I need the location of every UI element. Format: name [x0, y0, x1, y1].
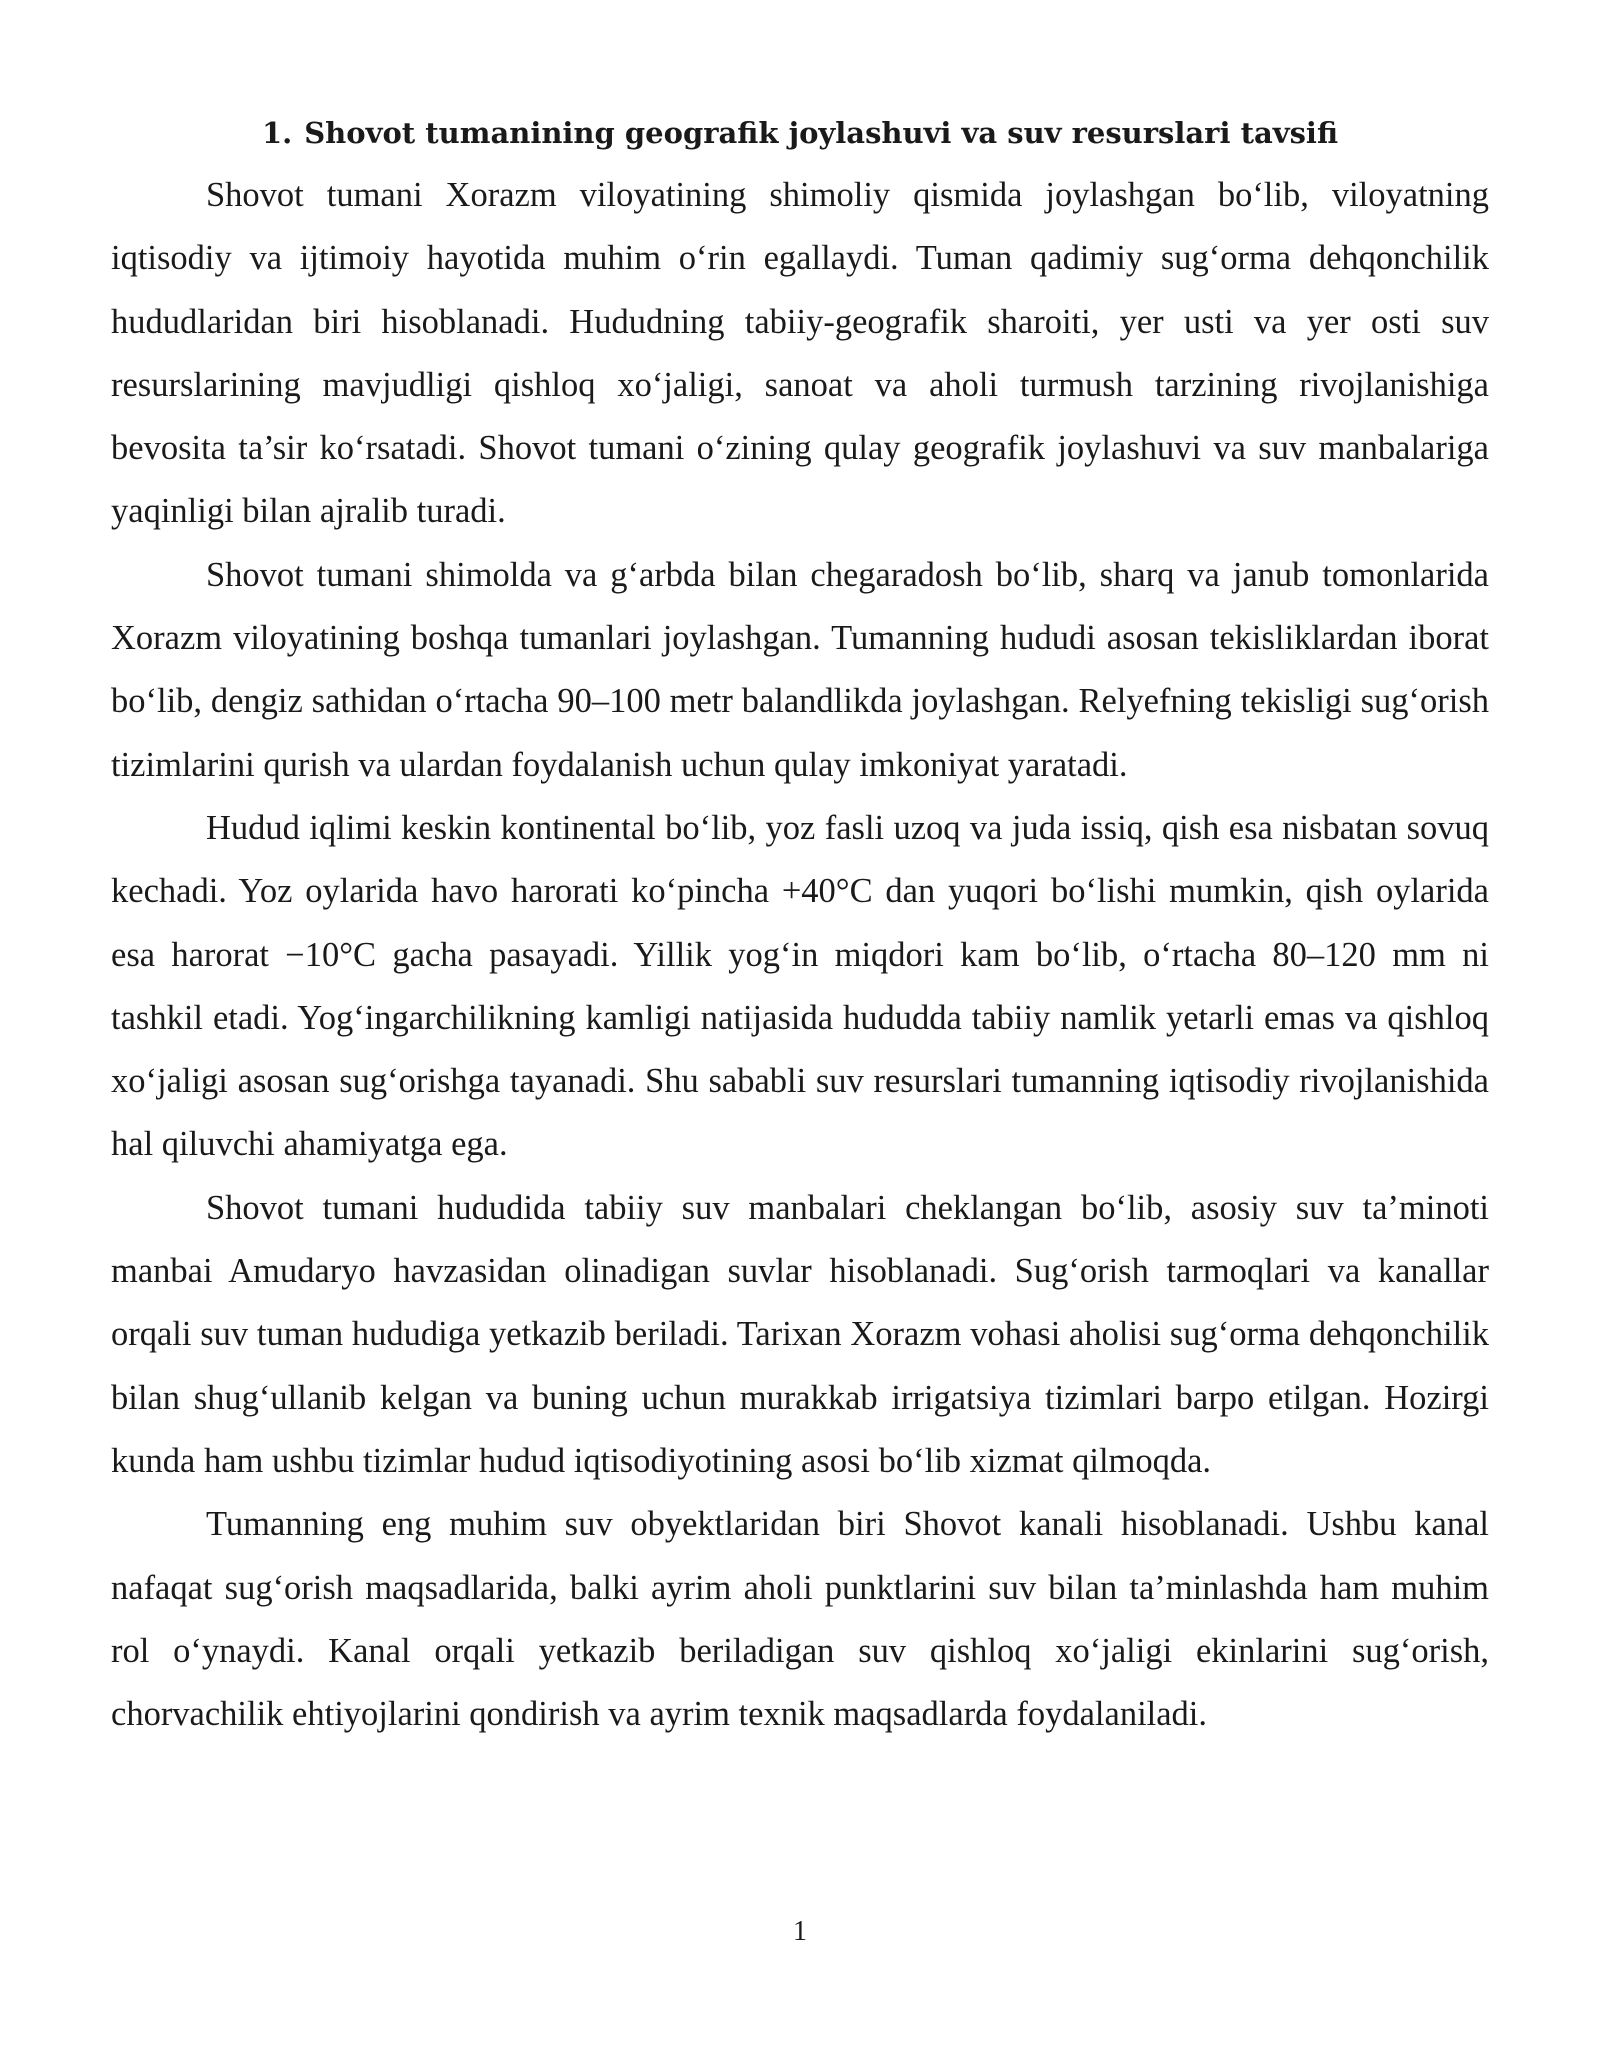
paragraph: Hudud iqlimi keskin kontinental bo‘lib, yoz fasli uzoq va juda issiq, qish esa nisbatan sovuq kechadi. Yoz oylarida havo harorati ko‘pincha +40°C dan yuqori bo‘lishi mumkin, qish oylarida esa harorat −10°C gacha pasayadi. Yillik yog‘in miqdori kam bo‘lib, o‘rtacha 80–120 mm ni tashkil etadi. Yog‘ingarchilikning kamligi natijasida hududda tabiiy namlik yetarli emas va qishloq xo‘jaligi asosan sug‘orishga tayanadi. Shu sababli suv resurslari tumanning iqtisodiy rivojlanishida hal qiluvchi ahamiyatga ega. [111, 808, 1489, 1164]
page-number: 1 [793, 1916, 807, 1947]
paragraph: Shovot tumani shimolda va g‘arbda bilan chegaradosh bo‘lib, sharq va janub tomonlarida Xorazm viloyatining boshqa tumanlari joylashgan. Tumanning hududi asosan tekisliklardan iborat bo‘lib, dengiz sathidan o‘rtacha 90–100 metr balandlikda joylashgan. Relyefning tekisligi sug‘orish tizimlarini qurish va ulardan foydalanish uchun qulay imkoniyat yaratadi. [111, 555, 1489, 784]
paragraph: Shovot tumani Xorazm viloyatining shimoliy qismida joylashgan bo‘lib, viloyatning iqtisodiy va ijtimoiy hayotida muhim o‘rin egallaydi. Tuman qadimiy sug‘orma dehqonchilik hududlaridan biri hisoblanadi. Hududning tabiiy-geografik sharoiti, yer usti va yer osti suv resurslarining mavjudligi qishloq xo‘jaligi, sanoat va aholi turmush tarzining rivojlanishiga bevosita ta’sir ko‘rsatadi. Shovot tumani o‘zining qulay geografik joylashuvi va suv manbalariga yaqinligi bilan ajralib turadi. [111, 176, 1489, 531]
document-page [111, 108, 1489, 1746]
paragraph: Shovot tumani hududida tabiiy suv manbalari cheklangan bo‘lib, asosiy suv ta’minoti manbai Amudaryo havzasidan olinadigan suvlar hisoblanadi. Sug‘orish tarmoqlari va kanallar orqali suv tuman hududiga yetkazib beriladi. Tarixan Xorazm vohasi aholisi sug‘orma dehqonchilik bilan shug‘ullanib kelgan va buning uchun murakkab irrigatsiya tizimlari barpo etilgan. Hozirgi kunda ham ushbu tizimlar hudud iqtisodiyotining asosi bo‘lib xizmat qilmoqda. [111, 1188, 1489, 1480]
heading-number: 1. [261, 116, 293, 150]
heading-text: Shovot tumanining geografik joylashuvi va suv resurslari tavsifi [304, 116, 1339, 150]
section-heading [111, 108, 1489, 158]
paragraph: Tumanning eng muhim suv obyektlaridan biri Shovot kanali hisoblanadi. Ushbu kanal nafaqat sug‘orish maqsadlarida, balki ayrim aholi punktlarini suv bilan ta’minlashda ham muhim rol o‘ynaydi. Kanal orqali yetkazib beriladigan suv qishloq xo‘jaligi ekinlarini sug‘orish, chorvachilik ehtiyojlarini qondirish va ayrim texnik maqsadlarda foydalaniladi. [111, 1505, 1489, 1734]
